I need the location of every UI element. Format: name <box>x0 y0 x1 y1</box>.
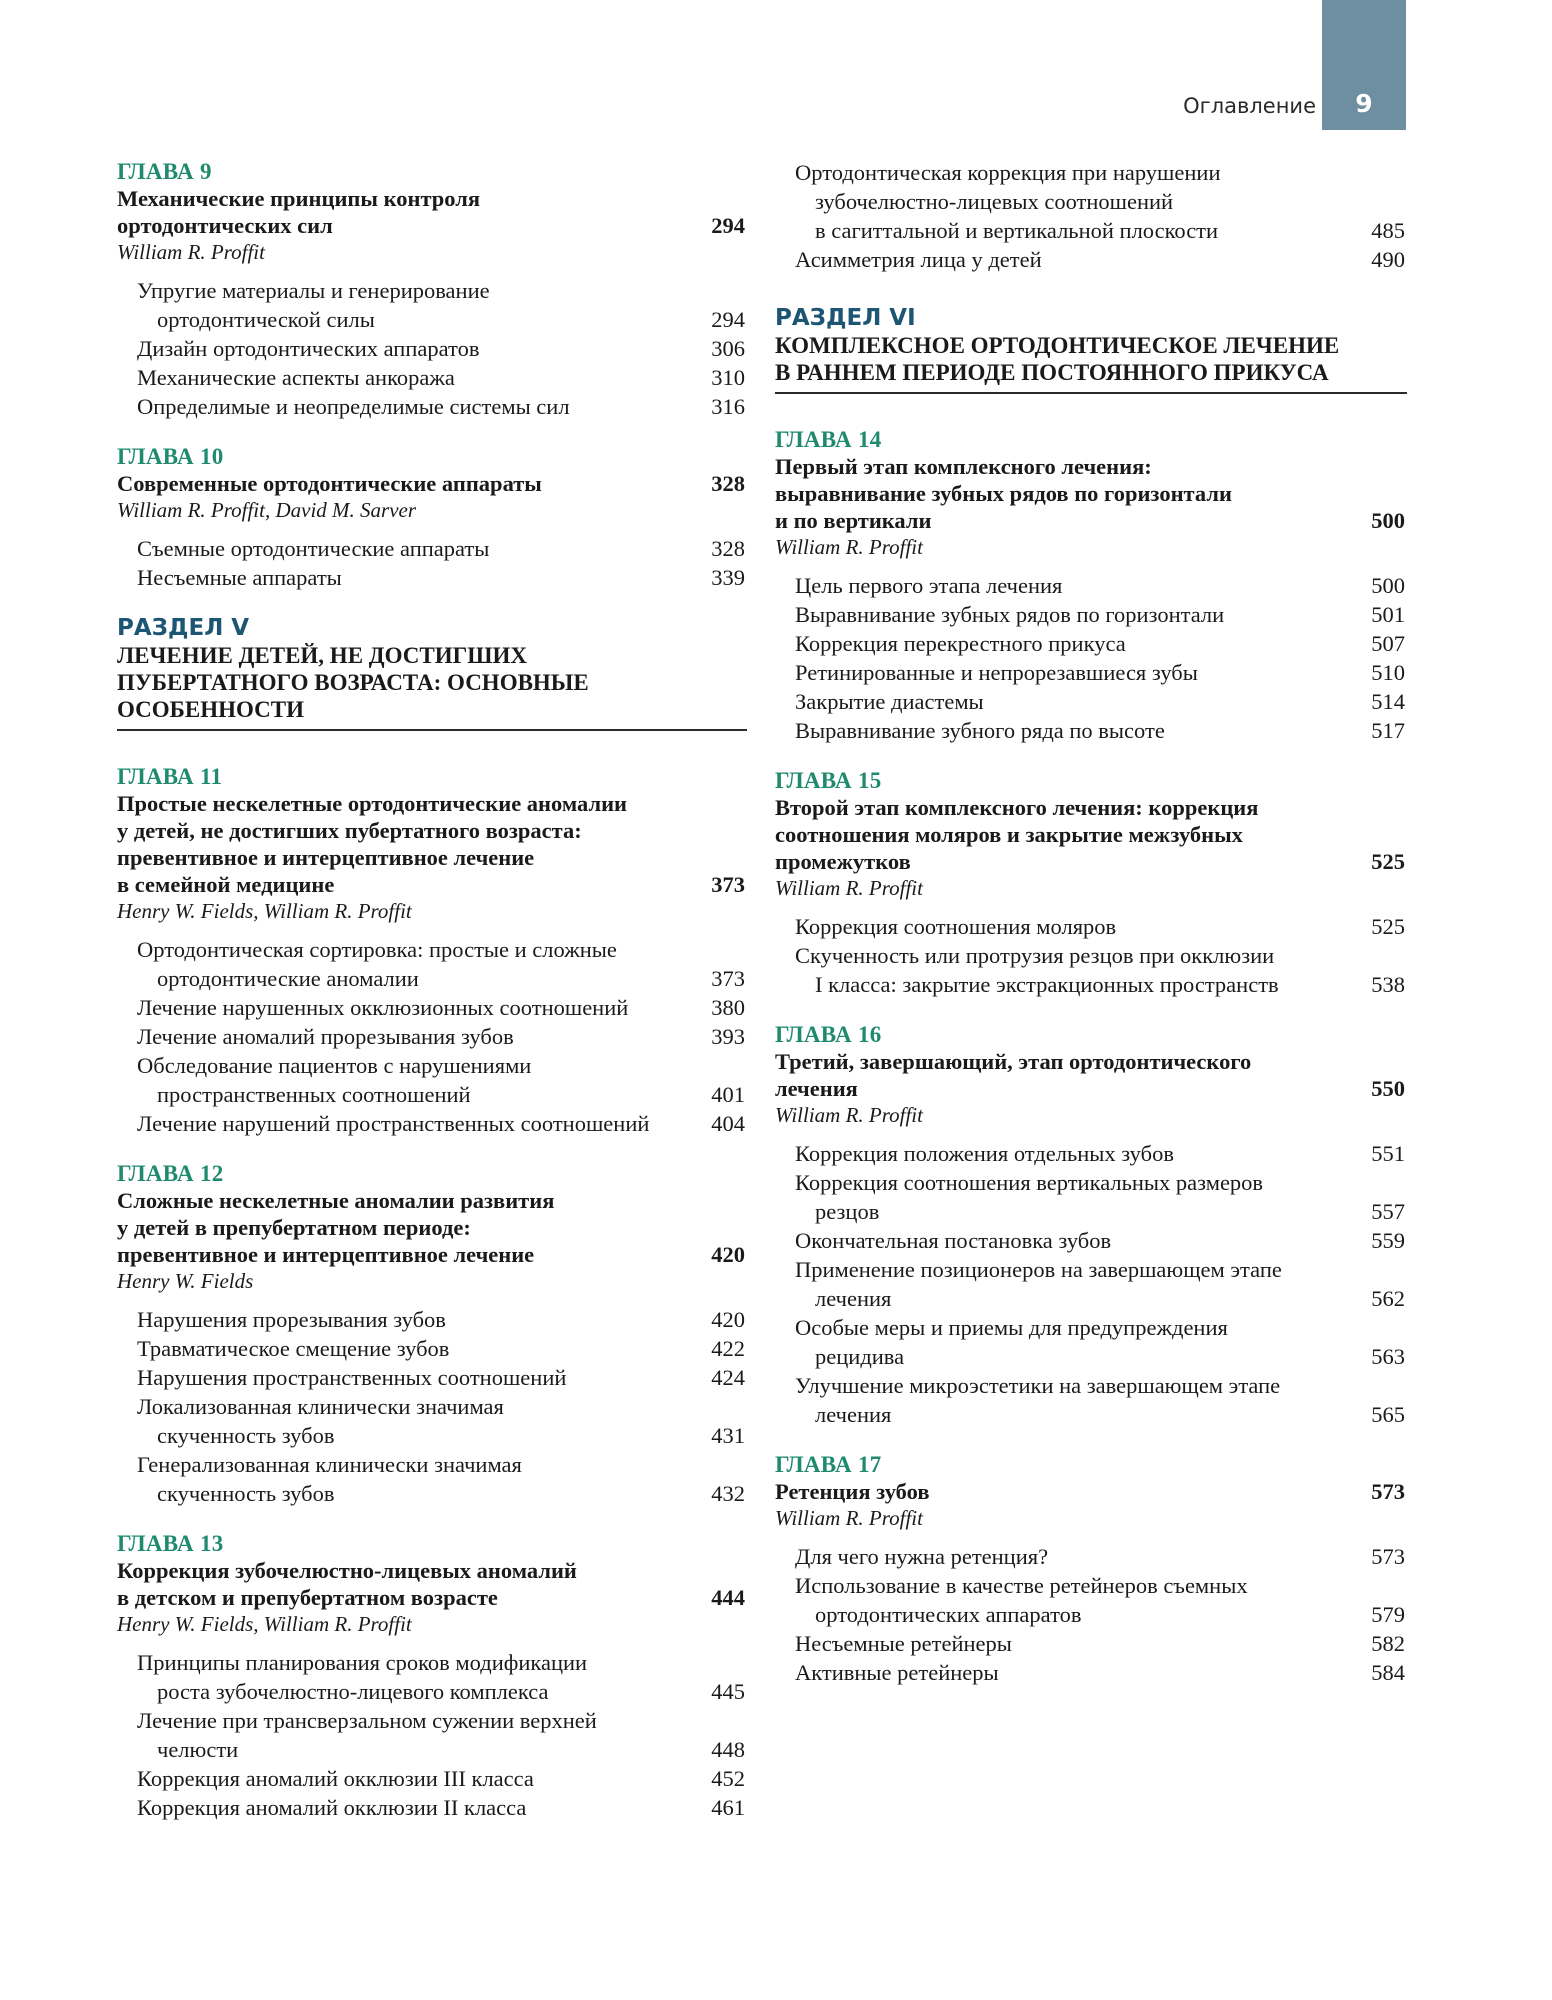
chapter-title[interactable] <box>775 480 1407 507</box>
chapter-title-text: превентивное и интерцептивное лечение <box>117 845 535 870</box>
toc-entry[interactable] <box>775 1226 1407 1255</box>
toc-entry[interactable] <box>775 1542 1407 1571</box>
toc-entry-page: 582 <box>1371 1631 1405 1656</box>
toc-entry-page: 310 <box>711 365 745 390</box>
toc-entry-page: 294 <box>711 307 745 332</box>
chapter-title[interactable] <box>117 212 747 239</box>
chapter-block <box>775 426 1407 745</box>
toc-entry-text: I класса: закрытие экстракционных пространств <box>815 972 1279 997</box>
toc-entry-text: Закрытие диастемы <box>795 689 984 714</box>
toc-entry[interactable] <box>117 1706 747 1735</box>
toc-entry[interactable] <box>117 305 747 334</box>
toc-entry[interactable] <box>117 1051 747 1080</box>
chapter-label: ГЛАВА 16 <box>775 1022 882 1047</box>
chapter-block <box>117 1530 747 1822</box>
toc-entry-page: 316 <box>711 394 745 419</box>
chapter-label: ГЛАВА 10 <box>117 444 224 469</box>
section-title: ПУБЕРТАТНОГО ВОЗРАСТА: ОСНОВНЫЕ <box>117 670 589 695</box>
chapter-authors: William R. Proffit, David M. Sarver <box>117 498 417 522</box>
chapter-title-text: выравнивание зубных рядов по горизонтали <box>775 481 1232 506</box>
toc-entry-page: 404 <box>711 1111 745 1136</box>
toc-entry-page: 565 <box>1371 1402 1405 1427</box>
toc-entry-text: Ретинированные и непрорезавшиеся зубы <box>795 660 1198 685</box>
toc-entry[interactable] <box>117 1764 747 1793</box>
toc-entry-text: Механические аспекты анкоража <box>137 365 455 390</box>
chapter-title-text: и по вертикали <box>775 508 932 533</box>
toc-entry-page: 562 <box>1371 1286 1405 1311</box>
toc-entry-page: 579 <box>1371 1602 1405 1627</box>
chapter-page: 525 <box>1371 849 1405 874</box>
chapter-label: ГЛАВА 13 <box>117 1531 224 1556</box>
toc-entry[interactable] <box>117 964 747 993</box>
toc-entry[interactable] <box>775 658 1407 687</box>
toc-entry-text: Обследование пациентов с нарушениями <box>137 1053 532 1078</box>
toc-entry-text: Съемные ортодонтические аппараты <box>137 536 490 561</box>
toc-entry-page: 424 <box>711 1365 745 1390</box>
toc-entry-text: Локализованная клинически значимая <box>137 1394 504 1419</box>
chapter-title-text: превентивное и интерцептивное лечение <box>117 1242 535 1267</box>
toc-entry-text: Коррекция соотношения моляров <box>795 914 1117 939</box>
toc-entry[interactable] <box>775 716 1407 745</box>
toc-entry-text: Ортодонтическая сортировка: простые и сложные <box>137 937 617 962</box>
toc-entry-page: 584 <box>1371 1660 1405 1685</box>
chapter-title-text: у детей, не достигших пубертатного возраста: <box>117 818 582 843</box>
toc-entry-text: Использование в качестве ретейнеров съемных <box>795 1573 1248 1598</box>
toc-entry[interactable] <box>117 276 747 305</box>
toc-entry-text: Коррекция перекрестного прикуса <box>795 631 1126 656</box>
toc-entry[interactable] <box>775 1571 1407 1600</box>
toc-entry-text: резцов <box>815 1199 880 1224</box>
chapter-title[interactable] <box>117 470 747 497</box>
chapter-label: ГЛАВА 14 <box>775 427 882 452</box>
toc-entry-page: 339 <box>711 565 745 590</box>
chapter-block <box>775 1451 1407 1687</box>
chapter-block <box>117 1160 747 1508</box>
chapter-page: 550 <box>1371 1076 1405 1101</box>
chapter-label: ГЛАВА 15 <box>775 768 882 793</box>
toc-entry-page: 328 <box>711 536 745 561</box>
toc-entry-page: 573 <box>1371 1544 1405 1569</box>
chapter-title[interactable] <box>117 844 747 871</box>
toc-entry[interactable] <box>775 1600 1407 1629</box>
chapter-authors: William R. Proffit <box>775 1103 923 1127</box>
chapter-authors: Henry W. Fields, William R. Proffit <box>117 1612 412 1636</box>
toc-entry[interactable] <box>775 216 1407 245</box>
toc-entry-text: пространственных соотношений <box>157 1082 471 1107</box>
chapter-title-text: Сложные нескелетные аномалии развития <box>117 1188 555 1213</box>
toc-entry-text: Травматическое смещение зубов <box>137 1336 450 1361</box>
chapter-page: 573 <box>1371 1479 1405 1504</box>
toc-entry[interactable] <box>775 600 1407 629</box>
toc-entry-text: Лечение нарушенных окклюзионных соотношений <box>137 995 629 1020</box>
chapter-block <box>117 763 747 1138</box>
chapter-page: 328 <box>711 471 745 496</box>
toc-entry[interactable] <box>775 687 1407 716</box>
chapter-label: ГЛАВА 9 <box>117 159 212 184</box>
toc-entry[interactable] <box>775 1342 1407 1371</box>
chapter-label: ГЛАВА 11 <box>117 764 223 789</box>
toc-entry[interactable] <box>775 245 1407 274</box>
toc-entry-page: 514 <box>1371 689 1405 714</box>
toc-entry[interactable] <box>117 392 747 421</box>
chapter-page: 294 <box>711 213 745 238</box>
chapter-authors: William R. Proffit <box>775 535 923 559</box>
toc-entry[interactable] <box>117 1648 747 1677</box>
section-title: ОСОБЕННОСТИ <box>117 697 305 722</box>
toc-entry-page: 431 <box>711 1423 745 1448</box>
chapter-title[interactable] <box>117 817 747 844</box>
toc-entry[interactable] <box>775 941 1407 970</box>
chapter-block <box>117 443 747 592</box>
chapter-authors: William R. Proffit <box>775 876 923 900</box>
toc-entry-page: 538 <box>1371 972 1405 997</box>
chapter-title[interactable] <box>775 848 1407 875</box>
toc-entry-text: Лечение нарушений пространственных соотношений <box>137 1111 650 1136</box>
chapter-title[interactable] <box>775 1048 1407 1075</box>
toc-entry-text: Коррекция аномалий окклюзии III класса <box>137 1766 534 1791</box>
chapter-title[interactable] <box>117 1241 747 1268</box>
chapter-page: 444 <box>711 1585 745 1610</box>
toc-entry-page: 507 <box>1371 631 1405 656</box>
toc-entry-page: 448 <box>711 1737 745 1762</box>
chapter-label: ГЛАВА 12 <box>117 1161 224 1186</box>
toc-entry-text: Принципы планирования сроков модификации <box>137 1650 588 1675</box>
toc-entry-page: 445 <box>711 1679 745 1704</box>
chapter-title[interactable] <box>775 1075 1407 1102</box>
toc-entry-text: лечения <box>815 1402 892 1427</box>
chapter-page: 500 <box>1371 508 1405 533</box>
toc-entry-text: в сагиттальной и вертикальной плоскости <box>815 218 1219 243</box>
toc-entry-page: 501 <box>1371 602 1405 627</box>
toc-entry[interactable] <box>117 935 747 964</box>
chapter-title-text: лечения <box>775 1076 858 1101</box>
toc-entry[interactable] <box>775 187 1407 216</box>
toc-entry[interactable] <box>117 1363 747 1392</box>
toc-entry[interactable] <box>775 1139 1407 1168</box>
chapter-block <box>775 767 1407 999</box>
section-label: РАЗДЕЛ V <box>117 615 250 641</box>
toc-entry-page: 563 <box>1371 1344 1405 1369</box>
chapter-title-text: Ретенция зубов <box>775 1479 930 1504</box>
toc-entry-text: Выравнивание зубных рядов по горизонтали <box>795 602 1225 627</box>
toc-entry-text: Ортодонтическая коррекция при нарушении <box>795 160 1221 185</box>
chapter-title[interactable] <box>117 790 747 817</box>
toc-entry[interactable] <box>117 1305 747 1334</box>
toc-entry-text: Определимые и неопределимые системы сил <box>137 394 570 419</box>
toc-entry-page: 380 <box>711 995 745 1020</box>
toc-entry[interactable] <box>775 1284 1407 1313</box>
toc-left-column <box>117 158 747 1844</box>
toc-entry-page: 490 <box>1371 247 1405 272</box>
toc-entry[interactable] <box>775 1371 1407 1400</box>
toc-entry[interactable] <box>117 1735 747 1764</box>
toc-entry-page: 306 <box>711 336 745 361</box>
toc-entry-text: Нарушения пространственных соотношений <box>137 1365 567 1390</box>
chapter-title-text: у детей в препубертатном периоде: <box>117 1215 471 1240</box>
toc-entry-page: 485 <box>1371 218 1405 243</box>
chapter-label: ГЛАВА 17 <box>775 1452 882 1477</box>
chapter-authors: William R. Proffit <box>117 240 265 264</box>
toc-entry-text: зубочелюстно-лицевых соотношений <box>815 189 1174 214</box>
section-rule <box>117 729 747 731</box>
toc-entry-text: Применение позиционеров на завершающем этапе <box>795 1257 1282 1282</box>
toc-entry-text: Упругие материалы и генерирование <box>137 278 490 303</box>
page-number: 9 <box>1355 89 1373 118</box>
toc-entry-page: 551 <box>1371 1141 1405 1166</box>
chapter-title[interactable] <box>775 453 1407 480</box>
chapter-title-text: Коррекция зубочелюстно-лицевых аномалий <box>117 1558 577 1583</box>
chapter-authors: William R. Proffit <box>775 1506 923 1530</box>
chapter-title-text: Простые нескелетные ортодонтические аномалии <box>117 791 628 816</box>
toc-entry-page: 373 <box>711 966 745 991</box>
chapter-title[interactable] <box>775 821 1407 848</box>
toc-entry[interactable] <box>775 1313 1407 1342</box>
chapter-title-text: Первый этап комплексного лечения: <box>775 454 1152 479</box>
chapter-page: 373 <box>711 872 745 897</box>
toc-entry[interactable] <box>117 363 747 392</box>
section-block <box>117 614 747 731</box>
toc-entry-text: Скученность или протрузия резцов при окклюзии <box>795 943 1275 968</box>
toc-entry[interactable] <box>775 912 1407 941</box>
toc-entry-text: Несъемные ретейнеры <box>795 1631 1012 1656</box>
chapter-block <box>775 1021 1407 1429</box>
chapter-block <box>117 158 747 421</box>
toc-entry-page: 517 <box>1371 718 1405 743</box>
toc-entry-text: Генерализованная клинически значимая <box>137 1452 522 1477</box>
toc-entry-page: 557 <box>1371 1199 1405 1224</box>
toc-entry-text: Окончательная постановка зубов <box>795 1228 1112 1253</box>
toc-entry[interactable] <box>117 1080 747 1109</box>
chapter-title-text: в детском и препубертатном возрасте <box>117 1585 498 1610</box>
chapter-title[interactable] <box>117 1187 747 1214</box>
chapter-title-text: Второй этап комплексного лечения: коррекция <box>775 795 1259 820</box>
toc-entry[interactable] <box>117 1334 747 1363</box>
toc-entry-page: 393 <box>711 1024 745 1049</box>
toc-entry-text: Особые меры и приемы для предупреждения <box>795 1315 1228 1340</box>
toc-entry[interactable] <box>117 1421 747 1450</box>
toc-entry-page: 559 <box>1371 1228 1405 1253</box>
chapter-title-text: ортодонтических сил <box>117 213 333 238</box>
toc-entry-text: скученность зубов <box>157 1423 335 1448</box>
continued-entries <box>775 158 1407 274</box>
toc-entry-text: Асимметрия лица у детей <box>795 247 1042 272</box>
chapter-title[interactable] <box>775 507 1407 534</box>
toc-entry-text: Активные ретейнеры <box>795 1660 999 1685</box>
toc-entry-text: лечения <box>815 1286 892 1311</box>
toc-entry[interactable] <box>117 1022 747 1051</box>
chapter-title-text: соотношения моляров и закрытие межзубных <box>775 822 1243 847</box>
toc-entry-page: 500 <box>1371 573 1405 598</box>
chapter-title-text: Механические принципы контроля <box>117 186 481 211</box>
toc-entry-page: 432 <box>711 1481 745 1506</box>
toc-entry-text: Лечение аномалий прорезывания зубов <box>137 1024 514 1049</box>
toc-entry[interactable] <box>117 1677 747 1706</box>
toc-entry-text: челюсти <box>157 1737 239 1762</box>
toc-entry-text: Цель первого этапа лечения <box>795 573 1063 598</box>
section-label: РАЗДЕЛ VI <box>775 305 916 331</box>
toc-entry-text: Для чего нужна ретенция? <box>795 1544 1049 1569</box>
chapter-title[interactable] <box>775 1478 1407 1505</box>
chapter-title[interactable] <box>117 871 747 898</box>
toc-entry[interactable] <box>775 1168 1407 1197</box>
toc-entry-text: Коррекция положения отдельных зубов <box>795 1141 1174 1166</box>
toc-entry[interactable] <box>775 571 1407 600</box>
chapter-authors: Henry W. Fields, William R. Proffit <box>117 899 412 923</box>
chapter-title[interactable] <box>117 1557 747 1584</box>
chapter-title[interactable] <box>117 185 747 212</box>
toc-entry[interactable] <box>775 629 1407 658</box>
chapter-title[interactable] <box>775 794 1407 821</box>
toc-entry[interactable] <box>775 158 1407 187</box>
toc-entry[interactable] <box>775 1255 1407 1284</box>
toc-entry-text: роста зубочелюстно-лицевого комплекса <box>157 1679 549 1704</box>
toc-entry-page: 461 <box>711 1795 745 1820</box>
toc-entry-text: рецидива <box>815 1344 905 1369</box>
toc-entry[interactable] <box>775 1197 1407 1226</box>
chapter-authors: Henry W. Fields <box>117 1269 254 1293</box>
toc-entry-text: Коррекция соотношения вертикальных размеров <box>795 1170 1264 1195</box>
chapter-title-text: Современные ортодонтические аппараты <box>117 471 542 496</box>
toc-entry-page: 401 <box>711 1082 745 1107</box>
page-number-tab <box>1322 0 1406 130</box>
section-title: В РАННЕМ ПЕРИОДЕ ПОСТОЯННОГО ПРИКУСА <box>775 360 1329 385</box>
toc-entry[interactable] <box>117 1479 747 1508</box>
section-title: ЛЕЧЕНИЕ ДЕТЕЙ, НЕ ДОСТИГШИХ <box>117 643 528 668</box>
chapter-title-text: Третий, завершающий, этап ортодонтического <box>775 1049 1252 1074</box>
toc-entry-text: скученность зубов <box>157 1481 335 1506</box>
chapter-title-text: промежутков <box>775 849 911 874</box>
toc-entry[interactable] <box>117 1392 747 1421</box>
toc-entry[interactable] <box>117 1793 747 1822</box>
toc-entry-text: Лечение при трансверзальном сужении верхней <box>137 1708 597 1733</box>
toc-right-column <box>775 158 1407 1709</box>
section-rule <box>775 392 1407 394</box>
toc-entry[interactable] <box>775 1629 1407 1658</box>
toc-entry-page: 510 <box>1371 660 1405 685</box>
toc-entry[interactable] <box>117 993 747 1022</box>
toc-entry[interactable] <box>775 1400 1407 1429</box>
toc-entry[interactable] <box>117 534 747 563</box>
toc-entry-text: Дизайн ортодонтических аппаратов <box>137 336 480 361</box>
toc-entry[interactable] <box>775 1658 1407 1687</box>
toc-entry-text: Улучшение микроэстетики на завершающем этапе <box>795 1373 1281 1398</box>
toc-entry-text: Коррекция аномалий окклюзии II класса <box>137 1795 527 1820</box>
toc-entry-text: ортодонтические аномалии <box>157 966 419 991</box>
toc-entry[interactable] <box>775 970 1407 999</box>
toc-entry-text: ортодонтических аппаратов <box>815 1602 1082 1627</box>
toc-entry-page: 422 <box>711 1336 745 1361</box>
section-block <box>775 304 1407 394</box>
toc-entry-text: Несъемные аппараты <box>137 565 342 590</box>
toc-entry[interactable] <box>117 1450 747 1479</box>
toc-entry-page: 525 <box>1371 914 1405 939</box>
toc-entry-page: 420 <box>711 1307 745 1332</box>
toc-entry[interactable] <box>117 1109 747 1138</box>
toc-entry[interactable] <box>117 563 747 592</box>
toc-entry[interactable] <box>117 334 747 363</box>
toc-entry-text: ортодонтической силы <box>157 307 375 332</box>
toc-entry-text: Нарушения прорезывания зубов <box>137 1307 446 1332</box>
chapter-title[interactable] <box>117 1214 747 1241</box>
section-title: КОМПЛЕКСНОЕ ОРТОДОНТИЧЕСКОЕ ЛЕЧЕНИЕ <box>775 333 1340 358</box>
toc-entry-text: Выравнивание зубного ряда по высоте <box>795 718 1165 743</box>
chapter-page: 420 <box>711 1242 745 1267</box>
chapter-title[interactable] <box>117 1584 747 1611</box>
chapter-title-text: в семейной медицине <box>117 872 335 897</box>
running-header-title: Оглавление <box>1183 94 1316 118</box>
toc-entry-page: 452 <box>711 1766 745 1791</box>
